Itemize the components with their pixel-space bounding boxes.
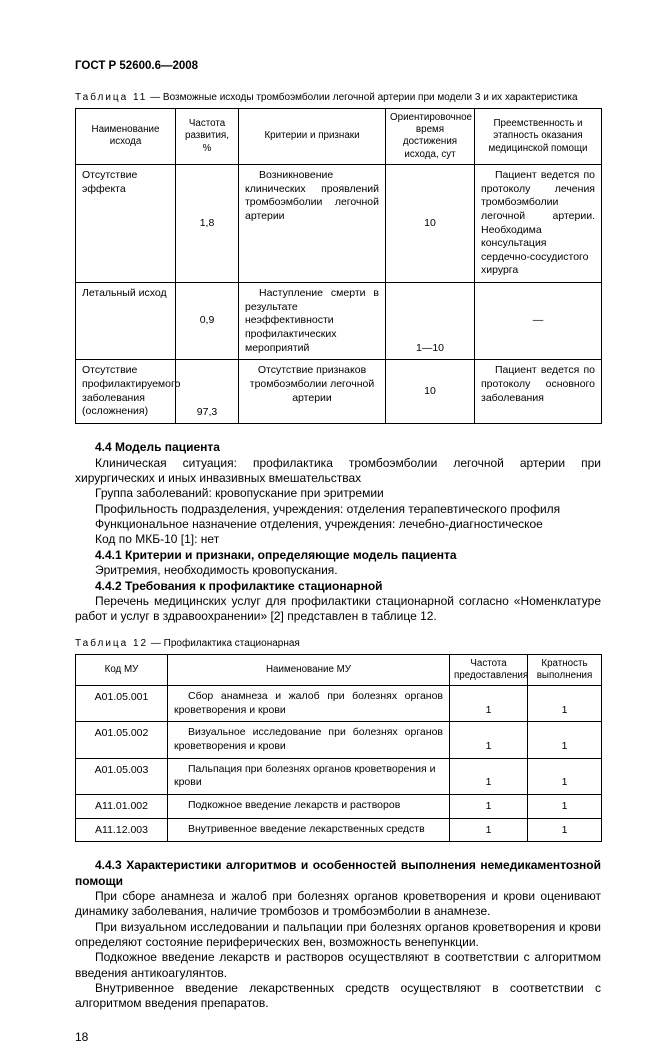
section-heading: 4.4.3 Характеристики алгоритмов и особенностей выполнения немедикаментозной помощи: [75, 858, 601, 888]
cell-frequency: 0,9: [176, 283, 239, 360]
section-heading: 4.4.2 Требования к профилактике стационарной: [95, 578, 383, 593]
cell-provision-frequency: 1: [450, 794, 528, 818]
paragraph: Профильность подразделения, учреждения: отделения терапевтического профиля: [95, 501, 561, 516]
cell-multiplicity: 1: [528, 794, 602, 818]
paragraph: Подкожное введение лекарств и растворов осуществляют в соответствии с алгоритмом введения антикоагулянтов.: [75, 950, 601, 980]
cell-criteria: Возникновение клинических проявлений тромбоэмболии легочной артерии: [239, 164, 386, 282]
table-outcomes: [75, 108, 602, 424]
cell-continuity: —: [475, 283, 602, 360]
cell-frequency: 97,3: [176, 360, 239, 424]
col-header-time: Ориентировочное время достижения исхода, сут: [386, 109, 475, 165]
cell-service-name: Внутривенное введение лекарственных средств: [168, 818, 450, 842]
cell-service-name: Пальпация при болезнях органов кроветворения и крови: [168, 758, 450, 794]
table11-caption-prefix: Таблица 11: [75, 92, 148, 103]
cell-criteria: Наступление смерти в результате неэффективности профилактических мероприятий: [239, 283, 386, 360]
paragraph: Клиническая ситуация: профилактика тромбоэмболии легочной артерии при хирургических и иных инвазивных вмешательствах: [75, 455, 601, 485]
col-header-continuity: Преемственность и этапность оказания медицинской помощи: [475, 109, 602, 165]
table-row: [76, 360, 602, 424]
cell-time: 10: [386, 360, 475, 424]
paragraph: Перечень медицинских услуг для профилактики стационарной согласно «Номенклатуре работ и услуг в здравоохранении» [2] представлен в таблице 12.: [75, 593, 601, 624]
table-services: [75, 654, 602, 843]
paragraph: Код по МКБ-10 [1]: нет: [95, 532, 220, 547]
table-row: [76, 283, 602, 360]
cell-service-code: A01.05.002: [76, 722, 168, 758]
paragraph: Внутривенное введение лекарственных средств осуществляют в соответствии с алгоритмом введения препаратов.: [75, 981, 601, 1011]
cell-service-name: Сбор анамнеза и жалоб при болезнях органов кроветворения и крови: [168, 686, 450, 722]
document-title: ГОСТ Р 52600.6—2008: [75, 60, 199, 72]
col-header-code: Код МУ: [76, 654, 168, 685]
cell-service-name: Визуальное исследование при болезнях органов кроветворения и крови: [168, 722, 450, 758]
cell-service-name: Подкожное введение лекарств и растворов: [168, 794, 450, 818]
cell-multiplicity: 1: [528, 758, 602, 794]
table12-caption-prefix: Таблица 12: [75, 637, 149, 649]
section-4-4-3: [75, 858, 601, 1012]
cell-outcome-name: Отсутствие эффекта: [76, 164, 176, 282]
cell-multiplicity: 1: [528, 818, 602, 842]
section-4-4: [75, 440, 601, 624]
col-header-criteria: Критерии и признаки: [239, 109, 386, 165]
paragraph: Функциональное назначение отделения, учреждения: лечебно-диагностическое: [95, 517, 543, 532]
col-header-service-name: Наименование МУ: [168, 654, 450, 685]
table-row: [76, 686, 602, 722]
col-header-multiplicity: Кратность выполнения: [528, 654, 602, 685]
paragraph: При сборе анамнеза и жалоб при болезнях органов кроветворения и крови оценивают динамику заболевания, наличие тромбозов и тромбоэмболии в анамнезе.: [75, 888, 601, 919]
cell-provision-frequency: 1: [450, 722, 528, 758]
cell-time: 10: [386, 164, 475, 282]
paragraph: Эритремия, необходимость кровопускания.: [95, 563, 338, 578]
col-header-provision-frequency: Частота предоставления: [450, 654, 528, 685]
cell-time: 1—10: [386, 283, 475, 360]
section-heading: 4.4 Модель пациента: [95, 440, 220, 455]
page-number: 18: [75, 1029, 89, 1044]
table-row: [76, 722, 602, 758]
cell-provision-frequency: 1: [450, 686, 528, 722]
section-heading: 4.4.1 Критерии и признаки, определяющие модель пациента: [95, 547, 457, 562]
col-header-frequency: Частота развития, %: [176, 109, 239, 165]
cell-service-code: A01.05.003: [76, 758, 168, 794]
table12-caption: [75, 638, 601, 649]
cell-service-code: A01.05.001: [76, 686, 168, 722]
cell-outcome-name: Отсутствие профилактируемого заболевания (осложнения): [76, 360, 176, 424]
cell-frequency: 1,8: [176, 164, 239, 282]
cell-provision-frequency: 1: [450, 758, 528, 794]
table-row: [76, 758, 602, 794]
cell-continuity: Пациент ведется по протоколу лечения тромбоэмболии легочной артерии. Необходима консультация сердечно-сосудистого хирурга: [475, 164, 602, 282]
paragraph: Группа заболеваний: кровопускание при эритремии: [95, 486, 384, 501]
cell-provision-frequency: 1: [450, 818, 528, 842]
table-row: [76, 164, 602, 282]
table-header-row: [76, 654, 602, 685]
col-header-outcome: Наименование исхода: [76, 109, 176, 165]
table11-caption: [75, 92, 601, 103]
table-row: [76, 818, 602, 842]
cell-service-code: A11.12.003: [76, 818, 168, 842]
cell-service-code: A11.01.002: [76, 794, 168, 818]
cell-criteria: Отсутствие признаков тромбоэмболии легочной артерии: [239, 360, 386, 424]
paragraph: При визуальном исследовании и пальпации при болезнях органов кроветворения и крови определяют состояние периферических вен, возможность венепункции.: [75, 919, 601, 949]
table-header-row: [76, 109, 602, 165]
table-row: [76, 794, 602, 818]
table11-caption-text: — Возможные исходы тромбоэмболии легочной артерии при модели 3 и их характеристика: [147, 92, 578, 103]
cell-multiplicity: 1: [528, 686, 602, 722]
table12-caption-text: — Профилактика стационарная: [148, 637, 300, 649]
cell-continuity: Пациент ведется по протоколу основного заболевания: [475, 360, 602, 424]
cell-outcome-name: Летальный исход: [76, 283, 176, 360]
cell-multiplicity: 1: [528, 722, 602, 758]
